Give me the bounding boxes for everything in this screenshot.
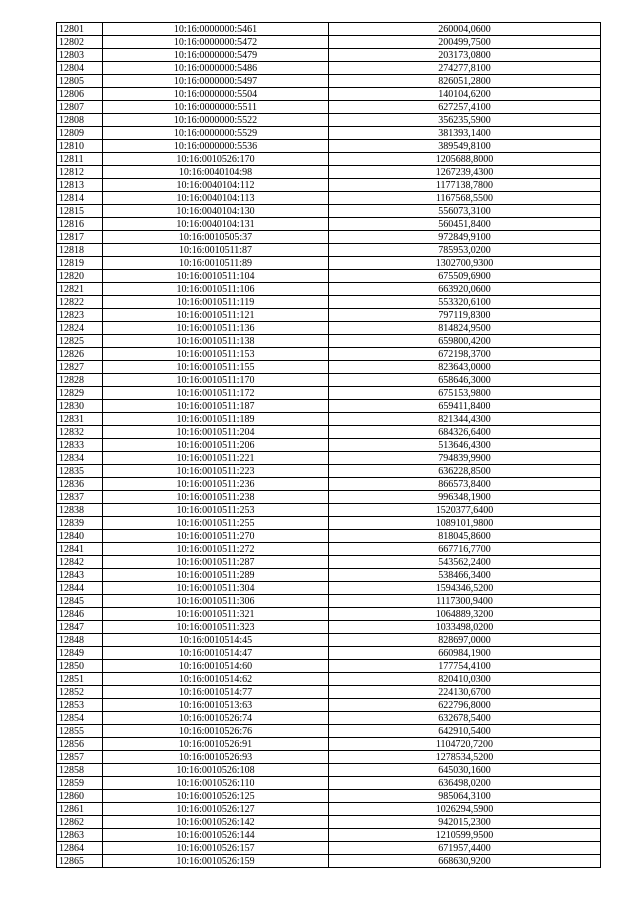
cadastral-number-cell: 10:16:0010511:138 — [103, 335, 329, 348]
cadastral-number-cell: 10:16:0010526:170 — [103, 153, 329, 166]
value-cell: 1520377,6400 — [329, 504, 601, 517]
table-row — [57, 88, 601, 101]
table-row — [57, 413, 601, 426]
cadastral-number-cell: 10:16:0010511:287 — [103, 556, 329, 569]
cadastral-number-cell: 10:16:0010526:110 — [103, 777, 329, 790]
cadastral-number-cell: 10:16:0010526:144 — [103, 829, 329, 842]
table-row — [57, 777, 601, 790]
row-number-cell: 12850 — [57, 660, 103, 673]
cadastral-number-cell: 10:16:0000000:5461 — [103, 23, 329, 36]
cadastral-number-cell: 10:16:0010526:142 — [103, 816, 329, 829]
row-number-cell: 12862 — [57, 816, 103, 829]
table-row — [57, 842, 601, 855]
table-row — [57, 426, 601, 439]
row-number-cell: 12835 — [57, 465, 103, 478]
table-row — [57, 283, 601, 296]
value-cell: 140104,6200 — [329, 88, 601, 101]
value-cell: 658646,3000 — [329, 374, 601, 387]
row-number-cell: 12806 — [57, 88, 103, 101]
row-number-cell: 12831 — [57, 413, 103, 426]
cadastral-number-cell: 10:16:0010526:93 — [103, 751, 329, 764]
row-number-cell: 12830 — [57, 400, 103, 413]
row-number-cell: 12860 — [57, 790, 103, 803]
cadastral-number-cell: 10:16:0010511:187 — [103, 400, 329, 413]
cadastral-number-cell: 10:16:0010511:121 — [103, 309, 329, 322]
table-row — [57, 738, 601, 751]
value-cell: 356235,5900 — [329, 114, 601, 127]
value-cell: 636498,0200 — [329, 777, 601, 790]
cadastral-number-cell: 10:16:0010526:76 — [103, 725, 329, 738]
cadastral-number-cell: 10:16:0010514:60 — [103, 660, 329, 673]
row-number-cell: 12836 — [57, 478, 103, 491]
row-number-cell: 12856 — [57, 738, 103, 751]
row-number-cell: 12865 — [57, 855, 103, 868]
value-cell: 538466,3400 — [329, 569, 601, 582]
cadastral-number-cell: 10:16:0010511:238 — [103, 491, 329, 504]
table-row — [57, 595, 601, 608]
table-row — [57, 660, 601, 673]
value-cell: 1117300,9400 — [329, 595, 601, 608]
cadastral-number-cell: 10:16:0010513:63 — [103, 699, 329, 712]
table-row — [57, 361, 601, 374]
table-row — [57, 751, 601, 764]
cadastral-number-cell: 10:16:0040104:130 — [103, 205, 329, 218]
table-row — [57, 62, 601, 75]
table-row — [57, 699, 601, 712]
table-row — [57, 205, 601, 218]
cadastral-number-cell: 10:16:0010526:127 — [103, 803, 329, 816]
row-number-cell: 12834 — [57, 452, 103, 465]
table-row — [57, 179, 601, 192]
cadastral-number-cell: 10:16:0010511:172 — [103, 387, 329, 400]
value-cell: 996348,1900 — [329, 491, 601, 504]
table-row — [57, 582, 601, 595]
cadastral-number-cell: 10:16:0010511:272 — [103, 543, 329, 556]
cadastral-number-cell: 10:16:0010511:189 — [103, 413, 329, 426]
table-row — [57, 218, 601, 231]
cadastral-number-cell: 10:16:0010511:304 — [103, 582, 329, 595]
cadastral-number-cell: 10:16:0010505:37 — [103, 231, 329, 244]
table-row — [57, 387, 601, 400]
table-row — [57, 75, 601, 88]
table-row — [57, 114, 601, 127]
row-number-cell: 12852 — [57, 686, 103, 699]
value-cell: 1278534,5200 — [329, 751, 601, 764]
value-cell: 381393,1400 — [329, 127, 601, 140]
row-number-cell: 12808 — [57, 114, 103, 127]
cadastral-number-cell: 10:16:0010511:119 — [103, 296, 329, 309]
row-number-cell: 12821 — [57, 283, 103, 296]
cadastral-number-cell: 10:16:0010511:289 — [103, 569, 329, 582]
table-row — [57, 153, 601, 166]
row-number-cell: 12826 — [57, 348, 103, 361]
row-number-cell: 12810 — [57, 140, 103, 153]
cadastral-number-cell: 10:16:0000000:5522 — [103, 114, 329, 127]
row-number-cell: 12840 — [57, 530, 103, 543]
cadastral-number-cell: 10:16:0010514:45 — [103, 634, 329, 647]
table-row — [57, 569, 601, 582]
cadastral-number-cell: 10:16:0010526:157 — [103, 842, 329, 855]
value-cell: 203173,0800 — [329, 49, 601, 62]
row-number-cell: 12845 — [57, 595, 103, 608]
row-number-cell: 12841 — [57, 543, 103, 556]
table-row — [57, 556, 601, 569]
value-cell: 826051,2800 — [329, 75, 601, 88]
table-row — [57, 244, 601, 257]
value-cell: 663920,0600 — [329, 283, 601, 296]
row-number-cell: 12805 — [57, 75, 103, 88]
row-number-cell: 12827 — [57, 361, 103, 374]
value-cell: 1205688,8000 — [329, 153, 601, 166]
table-row — [57, 634, 601, 647]
value-cell: 1210599,9500 — [329, 829, 601, 842]
cadastral-number-cell: 10:16:0010511:153 — [103, 348, 329, 361]
cadastral-number-cell: 10:16:0010511:170 — [103, 374, 329, 387]
table-row — [57, 621, 601, 634]
row-number-cell: 12849 — [57, 647, 103, 660]
table-row — [57, 335, 601, 348]
value-cell: 645030,1600 — [329, 764, 601, 777]
cadastral-number-cell: 10:16:0010511:136 — [103, 322, 329, 335]
table-row — [57, 127, 601, 140]
row-number-cell: 12823 — [57, 309, 103, 322]
cadastral-number-cell: 10:16:0010511:106 — [103, 283, 329, 296]
row-number-cell: 12812 — [57, 166, 103, 179]
cadastral-number-cell: 10:16:0010514:77 — [103, 686, 329, 699]
value-cell: 1594346,5200 — [329, 582, 601, 595]
row-number-cell: 12858 — [57, 764, 103, 777]
cadastral-number-cell: 10:16:0010511:270 — [103, 530, 329, 543]
cadastral-number-cell: 10:16:0010511:89 — [103, 257, 329, 270]
cadastral-number-cell: 10:16:0010511:253 — [103, 504, 329, 517]
value-cell: 794839,9900 — [329, 452, 601, 465]
row-number-cell: 12854 — [57, 712, 103, 725]
table-row — [57, 712, 601, 725]
table-row — [57, 647, 601, 660]
table-row — [57, 686, 601, 699]
row-number-cell: 12809 — [57, 127, 103, 140]
value-cell: 814824,9500 — [329, 322, 601, 335]
value-cell: 560451,8400 — [329, 218, 601, 231]
table-row — [57, 439, 601, 452]
table-row — [57, 491, 601, 504]
row-number-cell: 12846 — [57, 608, 103, 621]
cadastral-number-cell: 10:16:0010511:206 — [103, 439, 329, 452]
value-cell: 224130,6700 — [329, 686, 601, 699]
cadastral-number-cell: 10:16:0000000:5497 — [103, 75, 329, 88]
table-row — [57, 101, 601, 114]
row-number-cell: 12842 — [57, 556, 103, 569]
value-cell: 636228,8500 — [329, 465, 601, 478]
value-cell: 177754,4100 — [329, 660, 601, 673]
row-number-cell: 12848 — [57, 634, 103, 647]
table-row — [57, 36, 601, 49]
table-row — [57, 816, 601, 829]
row-number-cell: 12817 — [57, 231, 103, 244]
cadastral-number-cell: 10:16:0040104:112 — [103, 179, 329, 192]
row-number-cell: 12847 — [57, 621, 103, 634]
value-cell: 1026294,5900 — [329, 803, 601, 816]
table-row — [57, 764, 601, 777]
row-number-cell: 12864 — [57, 842, 103, 855]
value-cell: 821344,4300 — [329, 413, 601, 426]
value-cell: 627257,4100 — [329, 101, 601, 114]
row-number-cell: 12825 — [57, 335, 103, 348]
value-cell: 942015,2300 — [329, 816, 601, 829]
cadastral-number-cell: 10:16:0010511:221 — [103, 452, 329, 465]
table-row — [57, 270, 601, 283]
row-number-cell: 12838 — [57, 504, 103, 517]
parcel-table-body — [57, 23, 601, 868]
value-cell: 668630,9200 — [329, 855, 601, 868]
value-cell: 622796,8000 — [329, 699, 601, 712]
value-cell: 389549,8100 — [329, 140, 601, 153]
table-row — [57, 530, 601, 543]
table-row — [57, 400, 601, 413]
cadastral-number-cell: 10:16:0010526:91 — [103, 738, 329, 751]
cadastral-number-cell: 10:16:0010511:321 — [103, 608, 329, 621]
cadastral-number-cell: 10:16:0000000:5536 — [103, 140, 329, 153]
row-number-cell: 12820 — [57, 270, 103, 283]
value-cell: 1302700,9300 — [329, 257, 601, 270]
row-number-cell: 12853 — [57, 699, 103, 712]
table-row — [57, 725, 601, 738]
value-cell: 1089101,9800 — [329, 517, 601, 530]
row-number-cell: 12822 — [57, 296, 103, 309]
cadastral-number-cell: 10:16:0010511:223 — [103, 465, 329, 478]
cadastral-number-cell: 10:16:0040104:113 — [103, 192, 329, 205]
table-row — [57, 257, 601, 270]
row-number-cell: 12832 — [57, 426, 103, 439]
cadastral-number-cell: 10:16:0010514:62 — [103, 673, 329, 686]
cadastral-number-cell: 10:16:0010511:306 — [103, 595, 329, 608]
cadastral-number-cell: 10:16:0010511:323 — [103, 621, 329, 634]
cadastral-number-cell: 10:16:0010514:47 — [103, 647, 329, 660]
row-number-cell: 12857 — [57, 751, 103, 764]
cadastral-number-cell: 10:16:0010526:108 — [103, 764, 329, 777]
value-cell: 785953,0200 — [329, 244, 601, 257]
table-row — [57, 790, 601, 803]
value-cell: 1033498,0200 — [329, 621, 601, 634]
cadastral-number-cell: 10:16:0010526:159 — [103, 855, 329, 868]
table-row — [57, 608, 601, 621]
value-cell: 866573,8400 — [329, 478, 601, 491]
table-row — [57, 517, 601, 530]
row-number-cell: 12861 — [57, 803, 103, 816]
value-cell: 1177138,7800 — [329, 179, 601, 192]
value-cell: 818045,8600 — [329, 530, 601, 543]
table-row — [57, 504, 601, 517]
table-row — [57, 452, 601, 465]
row-number-cell: 12833 — [57, 439, 103, 452]
value-cell: 972849,9100 — [329, 231, 601, 244]
table-row — [57, 49, 601, 62]
table-row — [57, 140, 601, 153]
row-number-cell: 12818 — [57, 244, 103, 257]
value-cell: 823643,0000 — [329, 361, 601, 374]
value-cell: 684326,6400 — [329, 426, 601, 439]
cadastral-number-cell: 10:16:0010526:74 — [103, 712, 329, 725]
row-number-cell: 12843 — [57, 569, 103, 582]
value-cell: 632678,5400 — [329, 712, 601, 725]
table-row — [57, 673, 601, 686]
row-number-cell: 12844 — [57, 582, 103, 595]
row-number-cell: 12802 — [57, 36, 103, 49]
row-number-cell: 12839 — [57, 517, 103, 530]
row-number-cell: 12851 — [57, 673, 103, 686]
table-row — [57, 803, 601, 816]
row-number-cell: 12863 — [57, 829, 103, 842]
row-number-cell: 12815 — [57, 205, 103, 218]
row-number-cell: 12804 — [57, 62, 103, 75]
row-number-cell: 12801 — [57, 23, 103, 36]
cadastral-number-cell: 10:16:0010511:204 — [103, 426, 329, 439]
row-number-cell: 12837 — [57, 491, 103, 504]
value-cell: 671957,4400 — [329, 842, 601, 855]
cadastral-number-cell: 10:16:0000000:5479 — [103, 49, 329, 62]
row-number-cell: 12824 — [57, 322, 103, 335]
cadastral-number-cell: 10:16:0040104:98 — [103, 166, 329, 179]
value-cell: 260004,0600 — [329, 23, 601, 36]
table-row — [57, 829, 601, 842]
row-number-cell: 12813 — [57, 179, 103, 192]
table-row — [57, 296, 601, 309]
value-cell: 675153,9800 — [329, 387, 601, 400]
row-number-cell: 12828 — [57, 374, 103, 387]
value-cell: 675509,6900 — [329, 270, 601, 283]
table-row — [57, 192, 601, 205]
row-number-cell: 12819 — [57, 257, 103, 270]
value-cell: 659800,4200 — [329, 335, 601, 348]
row-number-cell: 12816 — [57, 218, 103, 231]
value-cell: 513646,4300 — [329, 439, 601, 452]
table-row — [57, 543, 601, 556]
table-row — [57, 855, 601, 868]
value-cell: 672198,3700 — [329, 348, 601, 361]
table-row — [57, 166, 601, 179]
table-row — [57, 348, 601, 361]
table-row — [57, 322, 601, 335]
cadastral-number-cell: 10:16:0010511:255 — [103, 517, 329, 530]
value-cell: 556073,3100 — [329, 205, 601, 218]
value-cell: 200499,7500 — [329, 36, 601, 49]
value-cell: 828697,0000 — [329, 634, 601, 647]
cadastral-number-cell: 10:16:0010526:125 — [103, 790, 329, 803]
table-row — [57, 374, 601, 387]
cadastral-number-cell: 10:16:0040104:131 — [103, 218, 329, 231]
row-number-cell: 12814 — [57, 192, 103, 205]
table-row — [57, 465, 601, 478]
row-number-cell: 12803 — [57, 49, 103, 62]
cadastral-number-cell: 10:16:0000000:5504 — [103, 88, 329, 101]
table-row — [57, 309, 601, 322]
cadastral-number-cell: 10:16:0010511:236 — [103, 478, 329, 491]
value-cell: 1104720,7200 — [329, 738, 601, 751]
value-cell: 553320,6100 — [329, 296, 601, 309]
value-cell: 1167568,5500 — [329, 192, 601, 205]
value-cell: 660984,1900 — [329, 647, 601, 660]
table-row — [57, 478, 601, 491]
cadastral-number-cell: 10:16:0010511:155 — [103, 361, 329, 374]
cadastral-number-cell: 10:16:0010511:87 — [103, 244, 329, 257]
cadastral-number-cell: 10:16:0000000:5472 — [103, 36, 329, 49]
cadastral-number-cell: 10:16:0000000:5486 — [103, 62, 329, 75]
value-cell: 820410,0300 — [329, 673, 601, 686]
value-cell: 1064889,3200 — [329, 608, 601, 621]
row-number-cell: 12855 — [57, 725, 103, 738]
value-cell: 985064,3100 — [329, 790, 601, 803]
value-cell: 1267239,4300 — [329, 166, 601, 179]
table-row — [57, 23, 601, 36]
value-cell: 659411,8400 — [329, 400, 601, 413]
row-number-cell: 12811 — [57, 153, 103, 166]
value-cell: 543562,2400 — [329, 556, 601, 569]
value-cell: 642910,5400 — [329, 725, 601, 738]
row-number-cell: 12807 — [57, 101, 103, 114]
value-cell: 274277,8100 — [329, 62, 601, 75]
row-number-cell: 12829 — [57, 387, 103, 400]
value-cell: 667716,7700 — [329, 543, 601, 556]
parcel-table — [56, 22, 601, 868]
value-cell: 797119,8300 — [329, 309, 601, 322]
row-number-cell: 12859 — [57, 777, 103, 790]
cadastral-number-cell: 10:16:0010511:104 — [103, 270, 329, 283]
cadastral-number-cell: 10:16:0000000:5511 — [103, 101, 329, 114]
cadastral-number-cell: 10:16:0000000:5529 — [103, 127, 329, 140]
table-row — [57, 231, 601, 244]
